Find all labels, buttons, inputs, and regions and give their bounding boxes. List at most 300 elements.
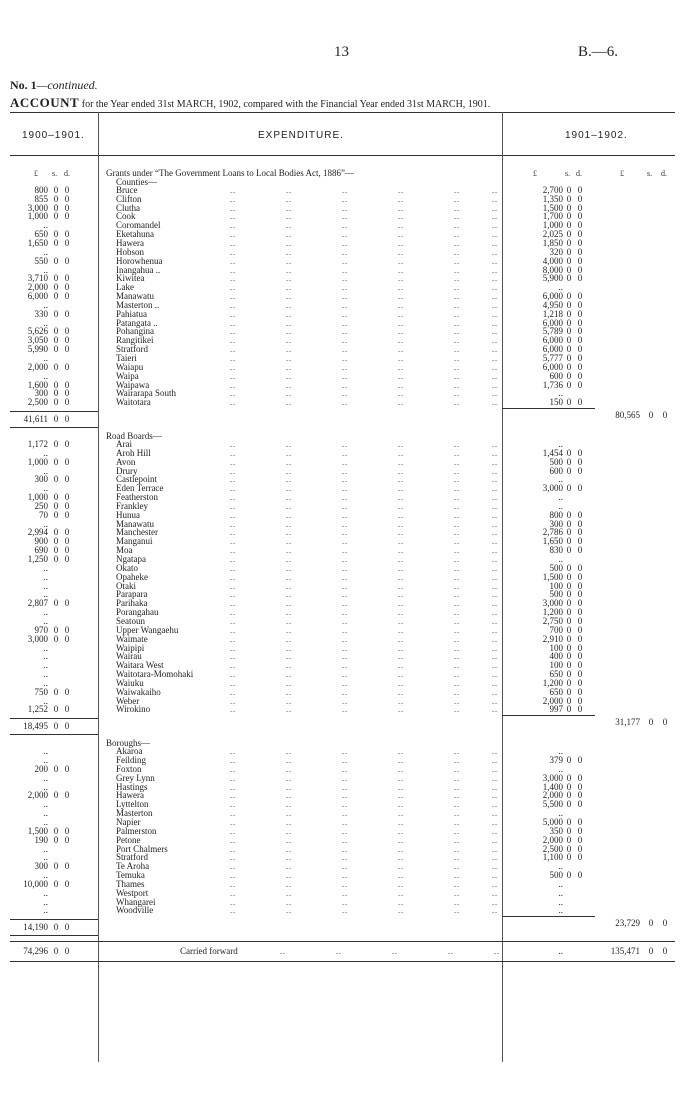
leader-dot: .. [342, 888, 348, 898]
curr-year-shillings: 0 [566, 291, 572, 302]
leader-dot: .. [342, 230, 348, 240]
body-name: Moa [116, 545, 133, 556]
prev-year-shillings: 0 [53, 474, 59, 485]
leader-dot: .. [286, 185, 292, 195]
leader-dot: .. [342, 809, 348, 819]
body-name: Westport [116, 887, 149, 898]
leader-dot: .. [286, 696, 292, 706]
table-row [10, 898, 675, 907]
leader-dots [230, 697, 500, 706]
leader-dot: .. [230, 354, 236, 363]
curr-year-shillings: 0 [566, 211, 572, 222]
leader-dot: .. [398, 696, 404, 706]
curr-year-pence: 0 [577, 184, 583, 195]
prev-year-shillings: 0 [53, 527, 59, 538]
prev-year-shillings: 0 [53, 211, 59, 222]
unit-pence: d. [64, 169, 70, 178]
prev-year-pounds: 3,000 [27, 633, 48, 644]
leader-dots [230, 221, 500, 230]
curr-year-pence: 0 [577, 255, 583, 266]
leader-dot: .. [230, 643, 236, 653]
prev-year-pounds: 550 [34, 255, 48, 266]
leader-dots [230, 301, 500, 310]
leader-dots [230, 389, 500, 398]
leader-dot: .. [398, 608, 404, 618]
leader-dot: .. [286, 274, 292, 284]
leader-dot: .. [230, 185, 236, 195]
table-row [10, 635, 675, 644]
table-row [10, 783, 675, 792]
leader-dot: .. [286, 590, 292, 600]
body-name: Masterton [116, 808, 153, 819]
table-row [10, 906, 675, 915]
body-name: Eketahuna [116, 229, 154, 240]
table-row [10, 791, 675, 800]
curr-year-pounds: 1,100 [542, 852, 563, 863]
unit-shilling: s. [647, 169, 653, 178]
prev-year-pounds: 6,000 [27, 291, 48, 302]
table-row [10, 528, 675, 537]
leader-dot: .. [492, 493, 498, 503]
leader-dot: .. [492, 590, 498, 600]
leader-dots [230, 783, 500, 792]
leader-dot: .. [398, 879, 404, 889]
leader-dot: .. [342, 309, 348, 319]
leader-dot: .. [230, 501, 236, 511]
curr-year-pence: 0 [577, 193, 583, 204]
leader-dot: .. [492, 670, 498, 680]
prev-year-pounds: 300 [34, 861, 48, 872]
leader-dot: .. [398, 625, 404, 635]
curr-year-pence: 0 [577, 397, 583, 408]
leader-dot: .. [492, 256, 498, 266]
leader-dots [230, 195, 500, 204]
prev-year-pence: 0 [64, 554, 70, 564]
leader-dot: .. [448, 947, 454, 957]
leader-dot: .. [230, 519, 236, 529]
body-name: Manchester [116, 527, 158, 538]
curr-year-total-pence: 0 [662, 410, 668, 421]
curr-year-pounds: .. [558, 887, 563, 898]
prev-year-shillings: 0 [53, 500, 59, 511]
leader-dot: .. [398, 546, 404, 556]
leader-dot: .. [492, 501, 498, 511]
prev-year-shillings: 0 [53, 326, 59, 337]
curr-year-shillings: 0 [566, 456, 572, 467]
table-row [10, 266, 675, 275]
curr-year-shillings: 0 [566, 686, 572, 697]
curr-year-pounds: 600 [549, 465, 563, 476]
leader-dot: .. [454, 265, 460, 275]
table-row [10, 880, 675, 889]
curr-year-pounds: 2,700 [542, 184, 563, 195]
leader-dot: .. [342, 537, 348, 547]
prev-year-shillings: 0 [53, 545, 59, 556]
leader-dots [230, 493, 500, 502]
table-row [10, 458, 675, 467]
body-name: Parapara [116, 589, 148, 600]
prev-year-pounds: 750 [34, 686, 48, 697]
prev-year-pounds: 800 [34, 184, 48, 195]
curr-year-pounds: .. [558, 763, 563, 774]
leader-dot: .. [230, 625, 236, 635]
leader-dot: .. [286, 203, 292, 213]
leader-dot: .. [492, 283, 498, 293]
body-name: Hawera [116, 237, 144, 248]
prev-year-pounds: .. [43, 642, 48, 653]
table-bottom-rule [10, 961, 675, 962]
curr-year-pence: 0 [577, 834, 583, 845]
leader-dots [230, 520, 500, 529]
leader-dot: .. [230, 345, 236, 355]
prev-year-shillings: 0 [53, 184, 59, 195]
body-name: Petone [116, 834, 141, 845]
leader-dot: .. [454, 457, 460, 467]
leader-dot: .. [398, 906, 404, 916]
prev-year-pounds: 650 [34, 229, 48, 240]
prev-year-pence: 0 [64, 273, 70, 284]
leader-dot: .. [492, 439, 498, 449]
leader-dot: .. [286, 546, 292, 556]
leader-dot: .. [342, 510, 348, 520]
prev-year-shillings: 0 [53, 456, 59, 467]
curr-year-pounds: 6,000 [542, 317, 563, 328]
curr-year-pounds: 830 [549, 545, 563, 556]
leader-dot: .. [398, 194, 404, 204]
leader-dot: .. [230, 800, 236, 810]
leader-dot: .. [454, 747, 460, 757]
leader-dot: .. [454, 371, 460, 381]
leader-dot: .. [398, 493, 404, 503]
curr-year-heading: 1901–1902. [565, 130, 628, 141]
leader-dot: .. [492, 537, 498, 547]
leader-dot: .. [230, 537, 236, 547]
curr-year-pounds: 500 [549, 562, 563, 573]
leader-dot: .. [398, 336, 404, 346]
leader-dot: .. [398, 835, 404, 845]
leader-dot: .. [342, 599, 348, 609]
leader-dot: .. [492, 309, 498, 319]
table-row [10, 679, 675, 688]
prev-year-pounds: 250 [34, 500, 48, 511]
table-row [10, 564, 675, 573]
leader-dot: .. [492, 879, 498, 889]
curr-year-total-shillings: 0 [648, 918, 654, 929]
leader-dot: .. [230, 670, 236, 680]
leader-dot: .. [492, 599, 498, 609]
leader-dot: .. [492, 398, 498, 408]
prev-year-pounds: 2,000 [27, 790, 48, 801]
leader-dot: .. [492, 696, 498, 706]
leader-dot: .. [286, 756, 292, 765]
leader-dot: .. [454, 466, 460, 476]
curr-year-pounds: 997 [549, 704, 563, 715]
curr-year-pounds: 1,700 [542, 211, 563, 222]
table-row [10, 502, 675, 511]
table-row [10, 590, 675, 599]
body-name: Temuka [116, 870, 145, 881]
leader-dot: .. [230, 661, 236, 671]
leader-dot: .. [492, 247, 498, 257]
table-row [10, 493, 675, 502]
leader-dots [230, 880, 500, 889]
leader-dots [230, 617, 500, 626]
leader-dot: .. [342, 652, 348, 662]
prev-year-pence: 0 [64, 282, 70, 293]
curr-year-shillings: 0 [566, 465, 572, 476]
leader-dot: .. [492, 528, 498, 538]
leader-dot: .. [492, 643, 498, 653]
curr-year-pounds: 2,000 [542, 790, 563, 801]
prev-year-pence: 0 [64, 308, 70, 319]
leader-dots [230, 818, 500, 827]
curr-year-pence: 0 [577, 704, 583, 715]
body-name: Stratford [116, 344, 148, 355]
leader-dot: .. [398, 300, 404, 310]
curr-year-pounds: 500 [549, 870, 563, 881]
curr-year-pounds: .. [558, 896, 563, 907]
leader-dot: .. [398, 705, 404, 715]
body-name: Te Aroha [116, 861, 150, 872]
curr-year-pounds: 100 [549, 660, 563, 671]
leader-dot: .. [286, 844, 292, 854]
leader-dot: .. [492, 773, 498, 783]
leader-dot: .. [286, 309, 292, 319]
leader-dot: .. [342, 705, 348, 715]
curr-year-pence: 0 [577, 308, 583, 319]
curr-year-shillings: 0 [566, 615, 572, 626]
leader-dot: .. [286, 345, 292, 355]
body-name: Waipawa [116, 379, 150, 390]
leader-dot: .. [398, 501, 404, 511]
leader-dot: .. [492, 484, 498, 494]
leader-dot: .. [286, 493, 292, 503]
leader-dot: .. [454, 389, 460, 399]
leader-dot: .. [492, 608, 498, 618]
prev-year-pence: 0 [64, 202, 70, 213]
curr-year-pounds: 150 [549, 397, 563, 408]
leader-dot: .. [492, 546, 498, 556]
leader-dot: .. [398, 484, 404, 494]
body-name: Waitotara [116, 397, 151, 408]
leader-dot: .. [286, 555, 292, 564]
leader-dot: .. [230, 678, 236, 688]
leader-dot: .. [286, 800, 292, 810]
curr-year-pounds: 6,000 [542, 335, 563, 346]
leader-dot: .. [454, 826, 460, 836]
body-name: Waiapu [116, 361, 144, 372]
curr-year-pounds: 379 [549, 755, 563, 765]
prev-year-pounds: .. [43, 353, 48, 363]
leader-dot: .. [230, 747, 236, 757]
curr-year-pence: 0 [577, 536, 583, 547]
curr-year-total-shillings: 0 [648, 717, 654, 728]
body-name: Upper Wangaehu [116, 624, 179, 635]
prev-year-pence: 0 [64, 536, 70, 547]
curr-year-pounds: 1,200 [542, 677, 563, 688]
leader-dot: .. [454, 345, 460, 355]
leader-dot: .. [286, 906, 292, 916]
prev-year-shillings: 0 [53, 202, 59, 213]
curr-year-pounds: .. [558, 438, 563, 449]
leader-dot: .. [342, 247, 348, 257]
leader-dot: .. [492, 457, 498, 467]
leader-dot: .. [398, 616, 404, 626]
leader-dot: .. [492, 809, 498, 819]
leader-dot: .. [286, 572, 292, 582]
section-current-total [10, 411, 675, 420]
prev-year-pence: 0 [64, 763, 70, 774]
leader-dot: .. [454, 292, 460, 302]
leader-dot: .. [492, 185, 498, 195]
leader-dot: .. [342, 670, 348, 680]
unit-pence: d. [661, 169, 667, 178]
leader-dot: .. [398, 274, 404, 284]
curr-year-pounds: 8,000 [542, 264, 563, 275]
leader-dots [230, 204, 500, 213]
curr-year-shillings: 0 [566, 562, 572, 573]
leader-dot: .. [398, 687, 404, 697]
leader-dot: .. [454, 203, 460, 213]
leader-dot: .. [492, 791, 498, 801]
leader-dot: .. [492, 888, 498, 898]
body-name: Kiwitea [116, 273, 145, 284]
leader-dot: .. [342, 457, 348, 467]
leader-dot: .. [286, 862, 292, 872]
prev-year-pence: 0 [64, 704, 70, 715]
prev-year-pounds: 190 [34, 834, 48, 845]
prev-year-shillings: 0 [53, 509, 59, 520]
leader-dot: .. [286, 853, 292, 863]
leader-dots [230, 862, 500, 871]
curr-year-shillings: 0 [566, 607, 572, 618]
curr-year-pence: 0 [577, 825, 583, 836]
leader-dot: .. [342, 389, 348, 399]
leader-dot: .. [454, 563, 460, 573]
leader-dots [230, 679, 500, 688]
table-row [10, 336, 675, 345]
prev-year-pounds: .. [43, 447, 48, 458]
leader-dot: .. [342, 817, 348, 827]
prev-year-pounds: .. [43, 562, 48, 573]
leader-dot: .. [492, 448, 498, 458]
table-row [10, 475, 675, 484]
body-name: Inangahua .. [116, 264, 161, 275]
leader-dot: .. [454, 782, 460, 792]
leader-dot: .. [286, 466, 292, 476]
curr-year-pence: 0 [577, 852, 583, 863]
leader-dot: .. [398, 897, 404, 907]
expenditure-table [10, 112, 675, 1072]
prev-year-shillings: 0 [53, 379, 59, 390]
leader-dot: .. [454, 238, 460, 248]
leader-dots [230, 398, 500, 407]
curr-year-shillings: 0 [566, 536, 572, 547]
leader-dots [230, 756, 500, 765]
prev-year-pence: 0 [64, 509, 70, 520]
continued-note: —continued. [36, 78, 98, 92]
prev-year-shillings: 0 [53, 282, 59, 293]
leader-dot: .. [286, 221, 292, 231]
leader-dots [230, 475, 500, 484]
prev-year-subtotal-pounds: 41,611 [23, 414, 48, 425]
leader-dot: .. [230, 773, 236, 783]
curr-year-pounds: .. [558, 282, 563, 293]
leader-dot: .. [230, 203, 236, 213]
leader-dot: .. [286, 581, 292, 591]
statement-number: No. 1 [10, 78, 37, 92]
leader-dot: .. [342, 203, 348, 213]
leader-dot: .. [342, 791, 348, 801]
leader-dot: .. [342, 336, 348, 346]
leader-dots [230, 528, 500, 537]
leader-dot: .. [342, 853, 348, 863]
unit-pound: £ [533, 169, 537, 178]
table-row [10, 212, 675, 221]
leader-dot: .. [230, 300, 236, 310]
leader-dot: .. [398, 853, 404, 863]
prev-year-shillings: 0 [53, 229, 59, 240]
table-row [10, 800, 675, 809]
body-name: Foxton [116, 763, 142, 774]
curr-year-pounds: 2,750 [542, 615, 563, 626]
leader-dot: .. [342, 634, 348, 644]
body-name: Lake [116, 282, 134, 293]
prev-year-shillings: 0 [53, 825, 59, 836]
table-row [10, 354, 675, 363]
leader-dot: .. [398, 519, 404, 529]
body-name: Grey Lynn [116, 772, 155, 783]
table-row [10, 230, 675, 239]
leader-dots [230, 774, 500, 783]
leader-dot: .. [398, 581, 404, 591]
unit-shilling: s. [565, 169, 571, 178]
curr-year-pence: 0 [577, 335, 583, 346]
curr-year-pence: 0 [577, 598, 583, 609]
prev-year-pounds: .. [43, 677, 48, 688]
curr-year-shillings: 0 [566, 695, 572, 706]
prev-year-pounds: .. [43, 246, 48, 257]
body-name: Weber [116, 695, 140, 706]
carried-forward-curr-shillings: 0 [648, 946, 654, 957]
curr-year-pounds: 4,950 [542, 299, 563, 310]
prev-year-shillings: 0 [53, 397, 59, 408]
table-row [10, 310, 675, 319]
body-name: Okato [116, 562, 138, 573]
leader-dot: .. [492, 782, 498, 792]
leader-dots [230, 809, 500, 818]
prev-year-pounds: 330 [34, 308, 48, 319]
leader-dot: .. [492, 380, 498, 390]
body-name: Seatoun [116, 615, 145, 626]
leader-dot: .. [454, 493, 460, 503]
leader-dot: .. [342, 439, 348, 449]
table-row [10, 644, 675, 653]
leader-dot: .. [398, 238, 404, 248]
prev-year-pounds: 690 [34, 545, 48, 556]
leader-dot: .. [230, 616, 236, 626]
leader-dot: .. [398, 817, 404, 827]
prev-year-shillings: 0 [53, 237, 59, 248]
leader-dot: .. [398, 380, 404, 390]
curr-year-shillings: 0 [566, 598, 572, 609]
curr-year-pence: 0 [577, 353, 583, 363]
curr-year-shillings: 0 [566, 571, 572, 582]
grants-heading: Grants under “The Government Loans to Local Bodies Act, 1886”— [106, 168, 354, 178]
leader-dot: .. [454, 817, 460, 827]
leader-dots [230, 635, 500, 644]
curr-year-pence: 0 [577, 379, 583, 390]
